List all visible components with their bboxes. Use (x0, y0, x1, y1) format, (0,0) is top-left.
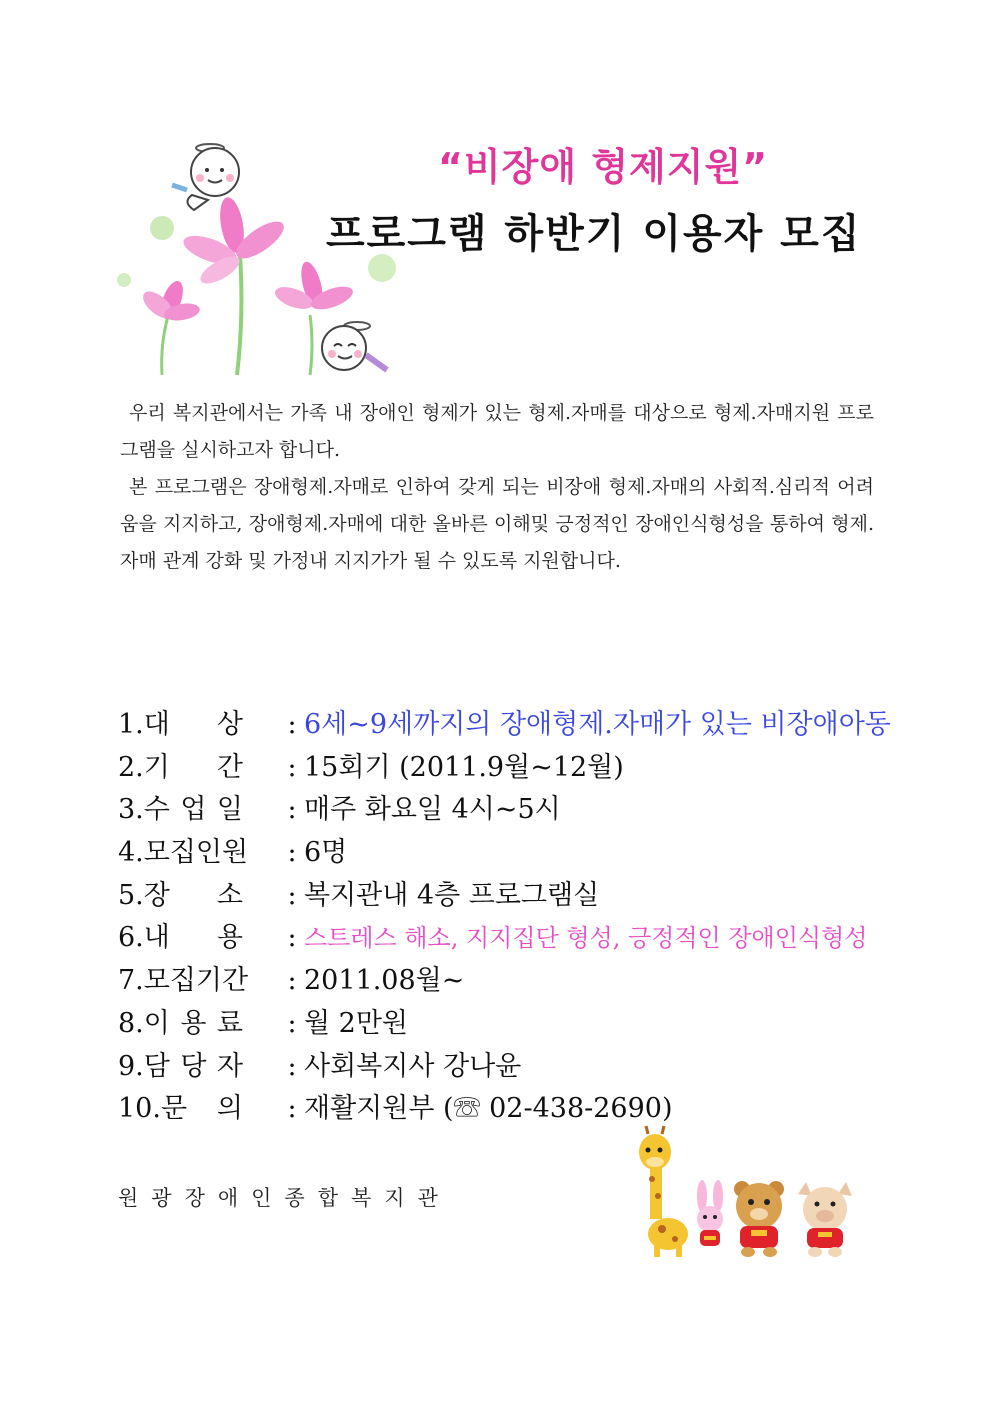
info-label: 6.내 용 (118, 922, 243, 954)
info-colon: : (287, 837, 297, 869)
info-row-content (118, 917, 898, 960)
info-row-recruit-period (118, 960, 898, 1003)
info-colon: : (287, 709, 297, 740)
info-row-recruit-count (118, 832, 898, 875)
intro-text (120, 395, 874, 580)
info-value-fee: 월 2만원 (304, 1007, 409, 1039)
info-row-period (118, 747, 898, 790)
intro-paragraph-2: 본 프로그램은 장애형제.자매로 인하여 갖게 되는 비장애 형제.자매의 사회적.심리적 어려움을 지지하고, 장애형제.자매에 대한 올바른 이해및 긍정적인 장애인식형성을 통하여 형제.자매 관계 강화 및 가정내 지지가가 될 수 있도록 지원합니다. (120, 476, 874, 572)
title-line1: “비장애 형제지원” (438, 145, 769, 189)
intro-paragraph-1: 우리 복지관에서는 가족 내 장애인 형제가 있는 형제.자매를 대상으로 형제.자매지원 프로그램을 실시하고자 합니다. (120, 402, 874, 461)
info-label: 9.담 당 자 (118, 1050, 243, 1082)
info-value-location: 복지관내 4층 프로그램실 (304, 879, 600, 911)
info-colon: : (287, 751, 297, 783)
info-label: 3.수 업 일 (118, 794, 243, 826)
info-row-fee (118, 1003, 898, 1046)
info-value-content: 스트레스 해소, 지지집단 형성, 긍정적인 장애인식형성 (304, 924, 868, 953)
organization-name: 원광장애인종합복지관 (118, 1186, 451, 1210)
info-row-class-day (118, 789, 898, 832)
info-label: 1.대 상 (118, 709, 243, 740)
info-value-manager: 사회복지사 강나윤 (304, 1050, 522, 1082)
info-colon: : (287, 922, 297, 954)
page-title: 프로그램 하반기 이용자 모집 (326, 211, 862, 257)
animal-characters-illustration (630, 1124, 860, 1259)
info-colon: : (287, 794, 297, 826)
info-row-manager (118, 1046, 898, 1089)
info-colon: : (287, 1093, 297, 1125)
info-label: 4.모집인원 (118, 837, 249, 869)
info-colon: : (287, 879, 297, 911)
info-value-recruit-period: 2011.08월~ (304, 965, 465, 997)
flower-angel-illustration (112, 140, 412, 385)
info-list (118, 704, 898, 1131)
info-colon: : (287, 1007, 297, 1039)
info-label: 7.모집기간 (118, 965, 249, 997)
info-row-target (118, 704, 898, 747)
info-colon: : (287, 965, 297, 997)
info-label: 8.이 용 료 (118, 1007, 243, 1039)
info-value-inquiry: 재활지원부 (☏ 02-438-2690) (304, 1093, 673, 1125)
info-label: 5.장 소 (118, 879, 243, 911)
info-value-class-day: 매주 화요일 4시~5시 (304, 794, 561, 826)
info-value-recruit-count: 6명 (304, 837, 348, 869)
info-label: 10.문 의 (118, 1093, 243, 1125)
info-colon: : (287, 1050, 297, 1082)
info-value-target: 6세~9세까지의 장애형제.자매가 있는 비장애아동 (304, 709, 891, 740)
info-value-period: 15회기 (2011.9월~12월) (304, 751, 624, 783)
info-label: 2.기 간 (118, 751, 243, 783)
info-row-location (118, 875, 898, 918)
